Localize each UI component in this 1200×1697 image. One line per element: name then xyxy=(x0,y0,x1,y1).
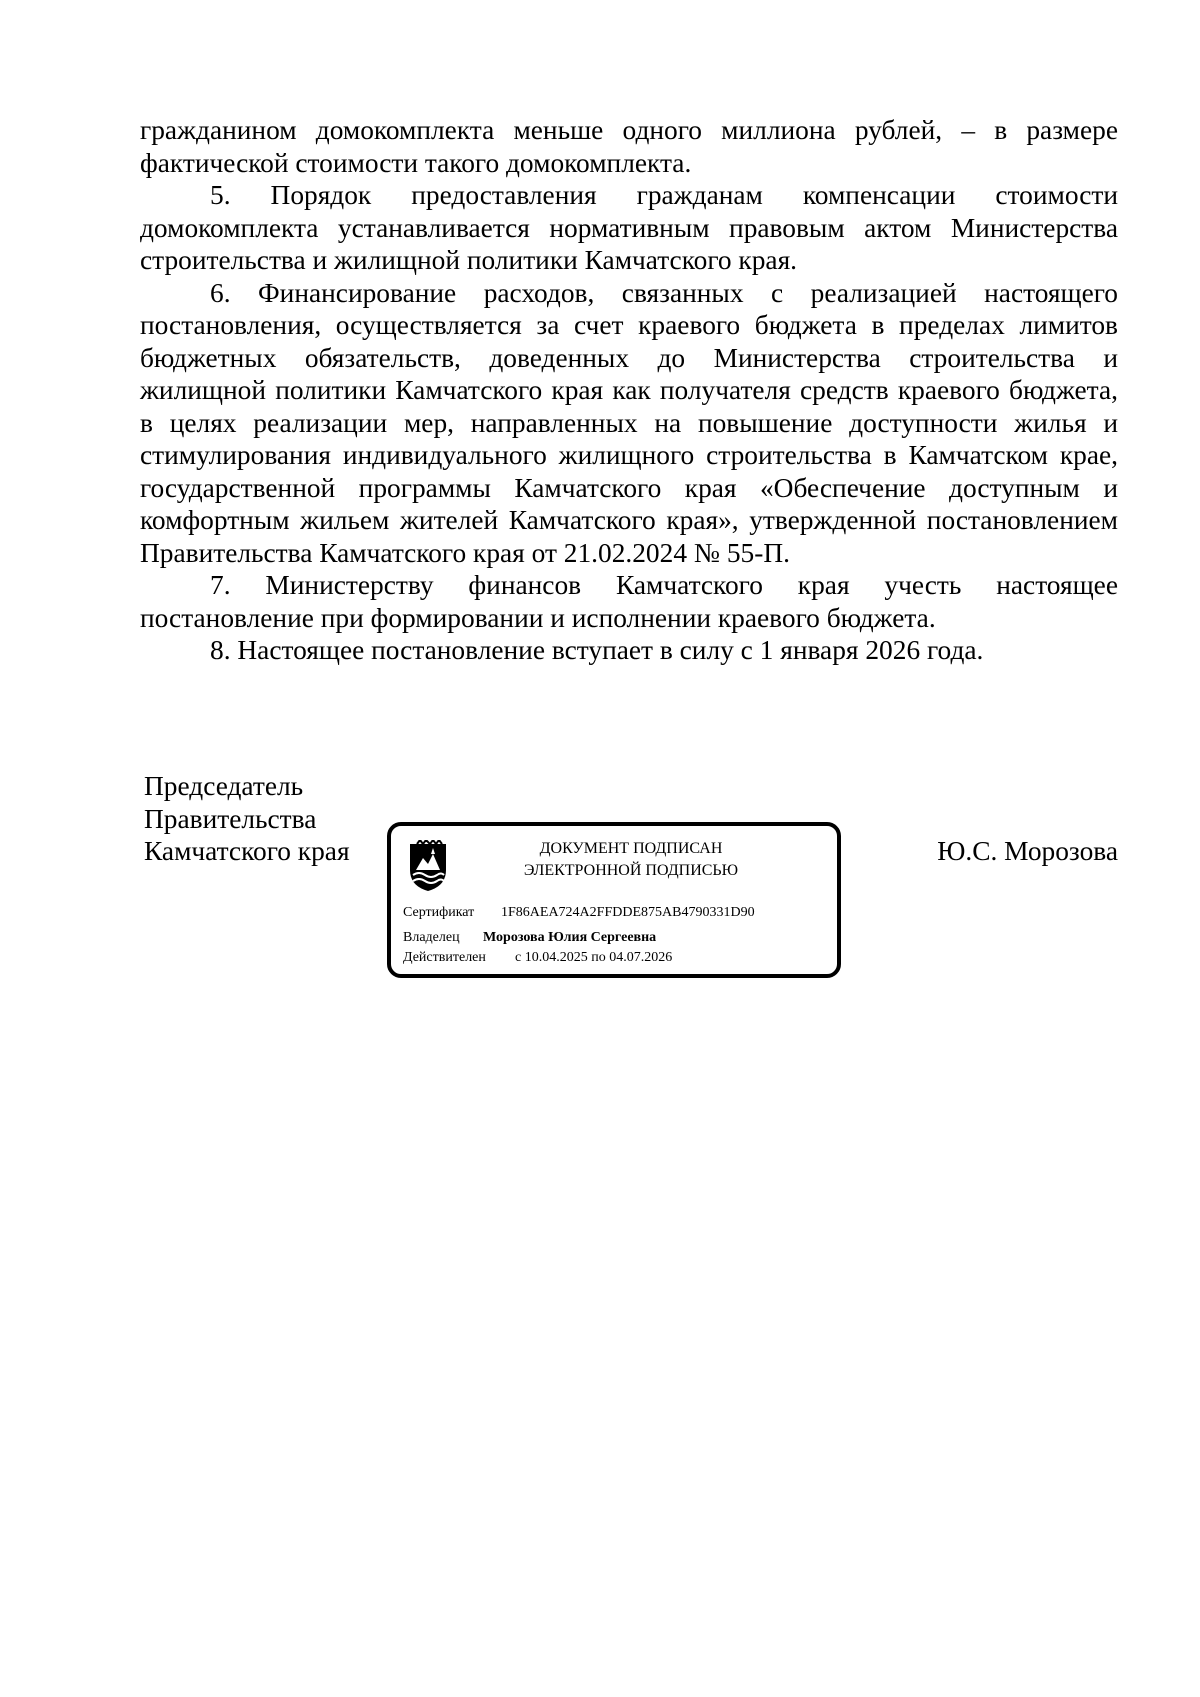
certificate-row xyxy=(403,904,755,922)
validity-row xyxy=(403,949,673,967)
document-body xyxy=(140,114,1118,667)
electronic-signature-stamp xyxy=(387,822,841,978)
position-line: Председатель xyxy=(144,771,304,801)
paragraph-7: 7. Министерству финансов Камчатского края учесть настоящее постановление при формировании и исполнении краевого бюджета. xyxy=(140,570,1118,633)
validity-label: Действителен xyxy=(403,950,486,965)
paragraph-8: 8. Настоящее постановление вступает в силу с 1 января 2026 года. xyxy=(210,635,984,665)
signatory-position xyxy=(144,770,350,868)
position-line: Правительства xyxy=(144,803,317,834)
signatory-name: Ю.С. Морозова xyxy=(937,836,1118,866)
certificate-value: 1F86AEA724A2FFDDE875AB4790331D90 xyxy=(501,905,755,920)
paragraph-4-continuation: гражданином домокомплекта меньше одного миллиона рублей, – в размере фактической стоимости такого домокомплекта. xyxy=(140,115,1118,178)
stamp-title xyxy=(461,838,801,882)
paragraph-5: 5. Порядок предоставления гражданам компенсации стоимости домокомплекта устанавливается нормативным правовым актом Министерства строительства и жилищной политики Камчатского края. xyxy=(140,180,1118,275)
certificate-label: Сертификат xyxy=(403,905,475,920)
position-line: Камчатского края xyxy=(144,836,350,866)
owner-value: Морозова Юлия Сергеевна xyxy=(483,930,657,945)
stamp-title-line: ЭЛЕКТРОННОЙ ПОДПИСЬЮ xyxy=(523,862,739,879)
validity-value: с 10.04.2025 по 04.07.2026 xyxy=(515,950,673,965)
paragraph-6: 6. Финансирование расходов, связанных с реализацией настоящего постановления, осуществляется за счет краевого бюджета в пределах лимитов бюджетных обязательств, доведенных до Министерства строительства и жилищной политики Камчатского края как получателя средств краевого бюджета, в целях реализации мер, направленных на повышение доступности жилья и стимулирования индивидуального жилищного строительства в Камчатском крае, государственной программы Камчатского края «Обеспечение доступным и комфортным жильем жителей Камчатского края», утвержденной постановлением Правительства Камчатского края от 21.02.2024 № 55-П. xyxy=(140,277,1118,568)
owner-row xyxy=(403,929,657,947)
kamchatka-coat-of-arms-icon xyxy=(407,840,449,892)
stamp-title-line: ДОКУМЕНТ ПОДПИСАН xyxy=(539,840,723,857)
owner-label: Владелец xyxy=(403,930,460,945)
